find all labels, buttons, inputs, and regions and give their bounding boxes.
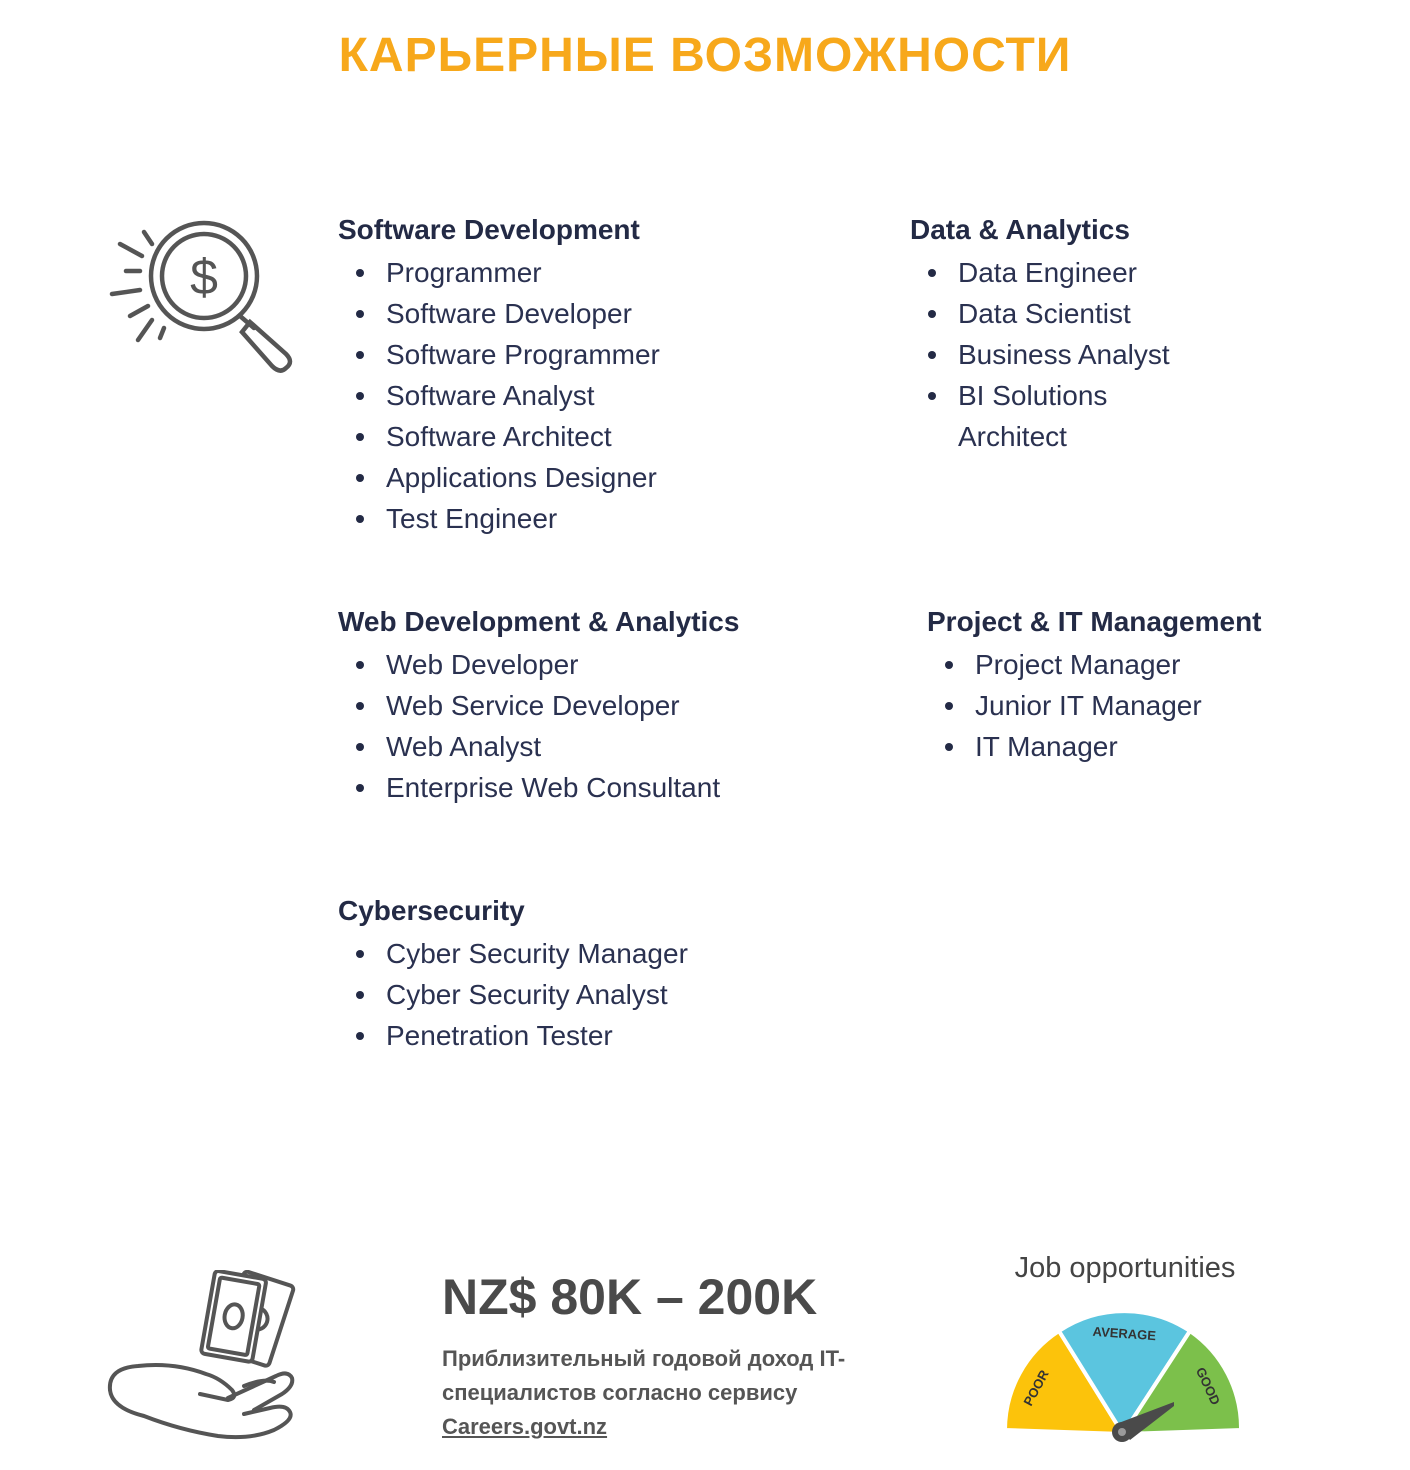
job-list: [338, 933, 818, 1056]
gauge-title: Job opportunities: [1014, 1252, 1236, 1284]
list-item: Penetration Tester: [338, 1015, 818, 1056]
list-item: Web Developer: [338, 644, 858, 685]
section-web-development: [338, 604, 858, 808]
gauge-label-good: GOOD: [1192, 1364, 1224, 1408]
job-list: [910, 252, 1210, 457]
list-item: Software Architect: [338, 416, 818, 457]
list-item: Business Analyst: [910, 334, 1210, 375]
hand-money-icon: [104, 1270, 300, 1446]
section-heading: Project & IT Management: [927, 606, 1262, 637]
list-item: Junior IT Manager: [927, 685, 1367, 726]
list-item: Software Programmer: [338, 334, 818, 375]
list-item: Project Manager: [927, 644, 1367, 685]
list-item: Programmer: [338, 252, 818, 293]
page-title: КАРЬЕРНЫЕ ВОЗМОЖНОСТИ: [338, 29, 1072, 82]
job-opportunities-gauge: [996, 1296, 1250, 1446]
section-cybersecurity: [338, 893, 818, 1056]
magnifier-dollar-icon: [104, 220, 300, 380]
salary-description-text: Приблизительный годовой доход IT-специалистов согласно сервису: [442, 1346, 846, 1405]
section-heading: Software Development: [338, 214, 640, 245]
list-item: Cyber Security Manager: [338, 933, 818, 974]
section-data-analytics: [910, 212, 1210, 457]
list-item: BI Solutions Architect: [910, 375, 1210, 457]
job-list: [338, 644, 858, 808]
list-item: Web Analyst: [338, 726, 858, 767]
salary-range: NZ$ 80K – 200K: [442, 1269, 818, 1325]
gauge-label-average: AVERAGE: [1092, 1323, 1157, 1344]
section-heading: Cybersecurity: [338, 895, 525, 926]
list-item: Data Scientist: [910, 293, 1210, 334]
gauge-label-poor: POOR: [1020, 1367, 1052, 1409]
careers-link[interactable]: Careers.govt.nz: [442, 1414, 608, 1439]
list-item: Enterprise Web Consultant: [338, 767, 858, 808]
section-project-it-management: [927, 604, 1367, 767]
list-item: IT Manager: [927, 726, 1367, 767]
list-item: Test Engineer: [338, 498, 818, 539]
section-software-development: [338, 212, 818, 539]
svg-text:$: $: [190, 249, 218, 305]
list-item: Applications Designer: [338, 457, 818, 498]
section-heading: Web Development & Analytics: [338, 606, 740, 637]
list-item: Software Developer: [338, 293, 818, 334]
job-list: [927, 644, 1367, 767]
list-item: Data Engineer: [910, 252, 1210, 293]
section-heading: Data & Analytics: [910, 214, 1130, 245]
list-item: Web Service Developer: [338, 685, 858, 726]
job-list: [338, 252, 818, 539]
list-item: Software Analyst: [338, 375, 818, 416]
list-item: Cyber Security Analyst: [338, 974, 818, 1015]
salary-description: [442, 1342, 902, 1444]
